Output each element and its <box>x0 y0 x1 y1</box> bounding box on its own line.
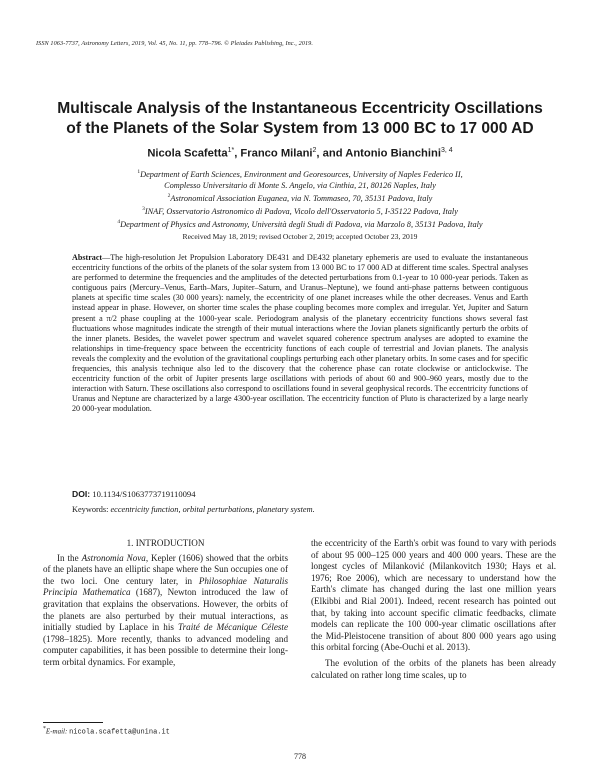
abstract-text: —The high-resolution Jet Propulsion Laboratory DE431 and DE432 planetary ephemeris are used to evaluate the instantaneous eccentricity functions of the orbits of the planets of the solar system from 13 000 BC to 17 000 AD at different time scales. Spectral analyses are performed to determine the frequencies and the amplitudes of the detected perturbations from 0.1-year to 10 000-year periods. Taken as contiguous pairs (Mercury–Venus, Earth–Mars, Jupiter–Saturn, and Uranus–Neptune), we found anti-phase patterns between contiguous planets at specific time scales (30 000 years): namely, the eccentricity of one planet increases while the other decreases. Venus and Earth instead appear in phase. However, on shorter time scales the phase coupling becomes more complex and irregular. Yet, Jupiter and Saturn present a π/2 phase coupling at the 1000-year scale. Periodogram analysis of the planetary eccentricity functions shows several fast fluctuations whose magnitudes indicate the strength of their mutual interactions where the Jovian planets significantly perturb the orbits of the inner planets. Besides, the wavelet power spectrum and wavelet squared coherence spectrum analyses are adopted to examine the relationships in time-frequency space between the eccentricity functions of each couple of terrestrial and Jovian planets. The analysis reveals the complexity and the evolution of the gravitational couplings perturbing each other planetary orbits. In some cases and for specific frequencies, this analysis technique also led to the discovery that the coherence phase can rotate clockwise or anticlockwise. The eccentricity function of the orbit of Jupiter presents large oscillations with periods of about 60 and 900–960 years, mostly due to the interaction with Saturn. These oscillations also correspond to oscillations found in several geophysical records. The eccentricity functions of Uranus and Neptune are characterized by a large 4300-year oscillation. The eccentricity function of Pluto is characterized by a large nearly 20 000-year modulation. <box>72 253 528 414</box>
title-line-1: Multiscale Analysis of the Instantaneous Eccentricity Oscillations <box>57 100 543 117</box>
text-run: , Kepler (1606) showed that the orbits of the planets have an elliptic shape where the Sun occupies one of the two loci. One century later, in <box>43 552 288 586</box>
body-paragraph: the eccentricity of the Earth's orbit was found to vary with periods of about 95 000–125 000 years and 400 000 years. These are the longest cycles of Milanković (Milankovitch 1930; Hays et al. 1976; Roe 2006), which are necessary to understand how the Earth's climate has changed during the last one million years (Elkibbi and Rial 2001). Indeed, recent research has pointed out that, by taking into account specific climatic feedbacks, climate models can replicate the 100 000-year climatic oscillations after the Mid-Pleistocene transition of about 800 000 years ago using this orbital forcing (Abe-Ouchi et al. 2013). <box>311 538 556 653</box>
author-name: Antonio Bianchini <box>345 147 441 160</box>
affiliations <box>40 167 560 231</box>
abstract-label: Abstract <box>72 253 103 262</box>
text-run: In the <box>57 552 82 563</box>
author-list <box>40 147 560 160</box>
author-affiliation-mark: 1* <box>227 147 235 154</box>
affiliation-mark: 1 <box>137 169 141 175</box>
email-link[interactable]: nicola.scafetta@unina.it <box>69 728 170 737</box>
affiliation-mark: 2 <box>167 193 171 200</box>
page-number: 778 <box>294 752 306 761</box>
paper-title <box>40 99 560 139</box>
journal-header: ISSN 1063-7737, Astronomy Letters, 2019, Vol. 45, No. 11, pp. 778–796. © Pleiades Publishing, Inc., 2019. <box>36 40 314 47</box>
received-dates: Received May 18, 2019; revised October 2, 2019; accepted October 23, 2019 <box>182 232 418 241</box>
left-column <box>43 538 288 669</box>
footnote-label: E-mail: <box>45 727 70 736</box>
abstract <box>72 253 528 415</box>
text-run: (1798–1825). More recently, thanks to advanced modeling and computer capabilities, it has been possible to determine their long-term orbital dynamics. For example, <box>43 633 288 667</box>
affiliation <box>40 191 560 204</box>
footnote-rule <box>43 722 103 723</box>
author-separator: , <box>234 147 241 160</box>
affiliation-text: Astronomical Association Euganea, via N. Tommaseo, 70, 35131 Padova, Italy <box>170 194 433 204</box>
author-separator: , and <box>316 147 346 160</box>
author-name: Franco Milani <box>240 147 313 160</box>
affiliation <box>40 217 560 230</box>
text-run-italic: Traité de Mécanique Céleste <box>178 622 288 633</box>
intro-paragraph <box>43 553 288 669</box>
author-name: Nicola Scafetta <box>147 147 228 160</box>
keywords-text: eccentricity function, orbital perturbations, planetary system. <box>110 505 315 514</box>
affiliation <box>40 167 560 180</box>
body-paragraph: The evolution of the orbits of the planets has been already calculated on rather long time scales, up to <box>311 657 556 680</box>
affiliation-continuation: Complesso Universitario di Monte S. Angelo, via Cinthia, 21, 80126 Naples, Italy <box>164 181 436 191</box>
keywords-label: Keywords: <box>72 505 109 514</box>
affiliation-text: Department of Earth Sciences, Environment and Georesources, University of Naples Federico II, <box>140 169 463 179</box>
text-run: (1687), Newton introduced the law of gravitation that explains the observations. However, the orbits of the planets are also perturbed by their mutual interactions, as initially studied by Laplace in his <box>43 587 289 633</box>
section-heading: 1. INTRODUCTION <box>126 538 205 548</box>
text-run-italic: Philosophiae Naturalis Principia Mathematica <box>43 575 288 598</box>
affiliation <box>40 204 560 217</box>
footnote-mark: * <box>43 726 46 732</box>
title-line-2: of the Planets of the Solar System from 13 000 BC to 17 000 AD <box>66 120 534 137</box>
doi <box>72 489 196 499</box>
author-affiliation-mark: 2 <box>312 147 317 154</box>
right-column <box>311 538 556 681</box>
doi-link[interactable]: 10.1134/S1063773719110094 <box>92 489 196 499</box>
doi-label: DOI: <box>72 489 91 499</box>
affiliation-mark: 4 <box>117 219 121 226</box>
text-run-italic: Astronomia Nova <box>81 552 146 563</box>
affiliation-text: Department of Physics and Astronomy, Università degli Studi di Padova, via Marzolo 8, 35131 Padova, Italy <box>120 220 483 230</box>
affiliation-mark: 3 <box>142 206 145 213</box>
keywords <box>72 505 315 514</box>
footnote <box>43 722 288 736</box>
author-affiliation-mark: 3, 4 <box>440 147 453 154</box>
affiliation-text: INAF, Osservatorio Astronomico di Padova, Vicolo dell'Osservatorio 5, I-35122 Padova, Italy <box>144 207 458 217</box>
